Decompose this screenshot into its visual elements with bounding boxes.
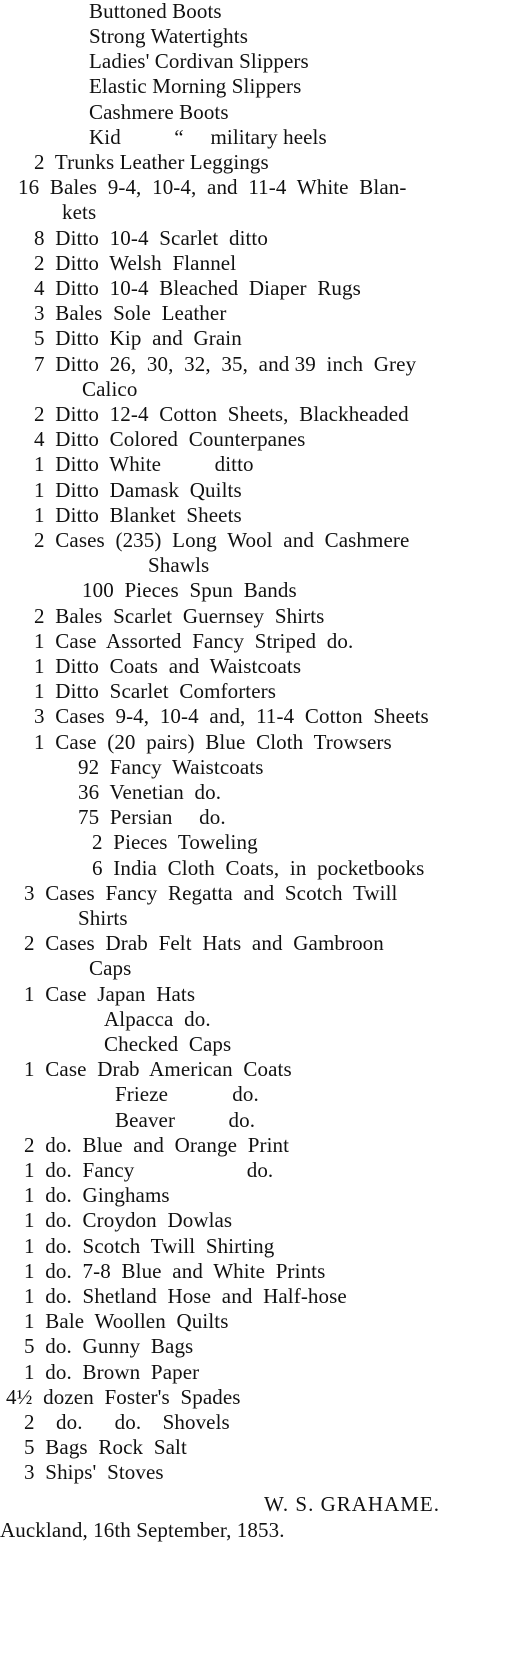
list-item: Kid “ military heels [89,125,327,149]
list-item: Strong Watertights [89,24,248,48]
list-item: 92 Fancy Waistcoats [78,755,264,779]
list-item: 1 do. Scotch Twill Shirting [24,1234,275,1258]
list-item: 5 Bags Rock Salt [24,1435,187,1459]
list-item: 1 Ditto Scarlet Comforters [34,679,277,703]
list-item: Caps [89,956,132,980]
list-item: 5 do. Gunny Bags [24,1334,194,1358]
list-item: 4 Ditto 10-4 Bleached Diaper Rugs [34,276,361,300]
list-item: 100 Pieces Spun Bands [82,578,297,602]
list-item: 1 do. Fancy do. [24,1158,274,1182]
list-item: 1 do. Croydon Dowlas [24,1208,233,1232]
list-item: 2 Cases Drab Felt Hats and Gambroon [24,931,384,955]
list-item: 7 Ditto 26, 30, 32, 35, and 39 inch Grey [34,352,417,376]
list-item: 3 Bales Sole Leather [34,301,227,325]
list-item: 6 India Cloth Coats, in pocketbooks [92,856,425,880]
list-item: 36 Venetian do. [78,780,222,804]
list-item: 2 Ditto 12-4 Cotton Sheets, Blackheaded [34,402,409,426]
list-item: 2 do. do. Shovels [24,1410,230,1434]
list-item: 16 Bales 9-4, 10-4, and 11-4 White Blan- [18,175,407,199]
signature: W. S. GRAHAME. [264,1492,440,1516]
list-item: Checked Caps [104,1032,232,1056]
list-item: 1 Ditto White ditto [34,452,254,476]
list-item: Beaver do. [115,1108,256,1132]
list-item: Shawls [148,553,210,577]
list-item: 4 Ditto Colored Counterpanes [34,427,306,451]
list-item: 1 Bale Woollen Quilts [24,1309,229,1333]
list-item: Shirts [78,906,128,930]
list-item: 1 Ditto Damask Quilts [34,478,242,502]
list-item: 2 Pieces Toweling [92,830,258,854]
list-item: Alpacca do. [104,1007,211,1031]
list-item: 2 Trunks Leather Leggings [34,150,269,174]
list-item: Calico [82,377,138,401]
list-item: 3 Ships' Stoves [24,1460,164,1484]
list-item: 1 do. Brown Paper [24,1360,200,1384]
list-item: Cashmere Boots [89,100,229,124]
list-item: 2 do. Blue and Orange Print [24,1133,290,1157]
list-item: 75 Persian do. [78,805,226,829]
list-item: 1 Case (20 pairs) Blue Cloth Trowsers [34,730,392,754]
list-item: 3 Cases Fancy Regatta and Scotch Twill [24,881,398,905]
list-item: 1 do. 7-8 Blue and White Prints [24,1259,326,1283]
list-item: 1 Case Drab American Coats [24,1057,292,1081]
list-item: 1 do. Ginghams [24,1183,170,1207]
list-item: 2 Bales Scarlet Guernsey Shirts [34,604,325,628]
list-item: Ladies' Cordivan Slippers [89,49,309,73]
list-item: 8 Ditto 10-4 Scarlet ditto [34,226,268,250]
list-item: 3 Cases 9-4, 10-4 and, 11-4 Cotton Sheets [34,704,429,728]
list-item: 4½ dozen Foster's Spades [6,1385,241,1409]
list-item: 2 Ditto Welsh Flannel [34,251,237,275]
list-item: 1 Case Assorted Fancy Striped do. [34,629,354,653]
list-item: 1 Ditto Coats and Waistcoats [34,654,302,678]
list-item: 2 Cases (235) Long Wool and Cashmere [34,528,410,552]
list-item: kets [62,200,97,224]
list-item: 1 do. Shetland Hose and Half-hose [24,1284,347,1308]
list-item: Buttoned Boots [89,0,222,23]
list-item: Elastic Morning Slippers [89,74,302,98]
list-item: 5 Ditto Kip and Grain [34,326,242,350]
list-item: 1 Ditto Blanket Sheets [34,503,242,527]
dateline: Auckland, 16th September, 1853. [0,1518,285,1542]
list-item: Frieze do. [115,1082,259,1106]
list-item: 1 Case Japan Hats [24,982,196,1006]
